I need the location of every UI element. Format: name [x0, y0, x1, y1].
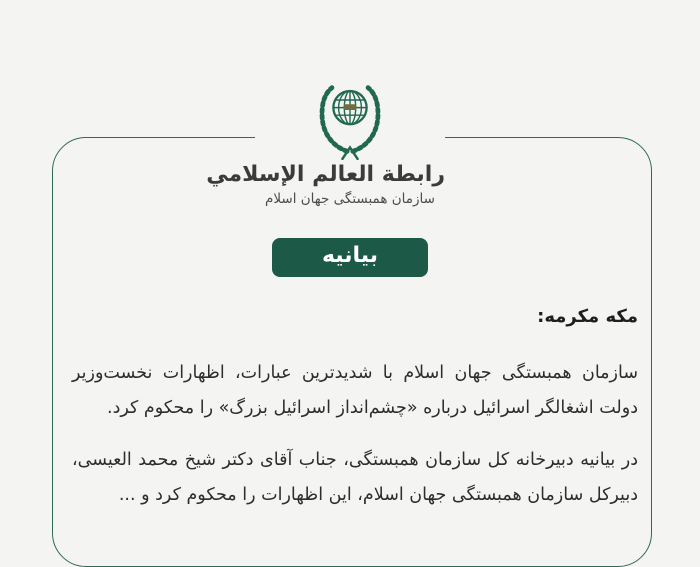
persian-subtitle: سازمان همبستگی جهان اسلام	[265, 191, 435, 208]
statement-paragraph-2: در بیانیه دبیرخانه کل سازمان همبستگی، جناب آقای دکتر شیخ محمد العیسی، دبیرکل سازمان همبستگی جهان اسلام، این اظهارات را محکوم کرد و ...	[72, 450, 638, 505]
statement-paragraph-1: سازمان همبستگی جهان اسلام با شدیدترین عبارات، اظهارات نخست‌وزیر دولت اشغالگر اسرائیل درباره «چشم‌انداز اسرائیل بزرگ» را محکوم کرد.	[72, 363, 638, 418]
dateline: مکه مکرمه:	[537, 306, 638, 327]
statement-body	[72, 301, 638, 513]
arabic-title: رابطة العالم الإسلامي	[206, 162, 445, 187]
statement-banner-label: بیانیه	[321, 242, 379, 268]
globe-wreath-icon	[255, 78, 445, 160]
organization-logo-block	[206, 78, 445, 234]
statement-banner	[272, 238, 428, 277]
